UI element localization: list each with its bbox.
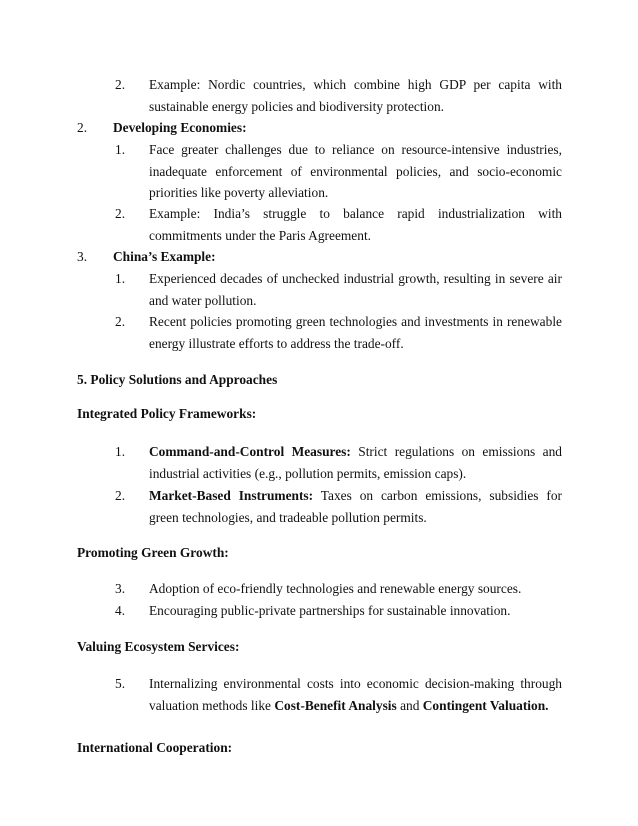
item-number: 3. xyxy=(77,249,88,264)
item-text xyxy=(149,441,562,484)
item-text: Example: Nordic countries, which combine high GDP per capita with sustainable energy policies and biodiversity protection. xyxy=(149,77,562,114)
item-description: Strict regulations on emissions and industrial activities (e.g., pollution permits, emission caps). xyxy=(149,444,562,481)
item-term: Cost-Benefit Analysis xyxy=(274,697,397,713)
item-number: 2. xyxy=(115,77,126,92)
item-text: Experienced decades of unchecked industrial growth, resulting in severe air and water pollution. xyxy=(149,271,562,308)
item-number: 4. xyxy=(115,603,126,618)
item-number: 2. xyxy=(115,488,126,503)
item-text: Adoption of eco-friendly technologies and renewable energy sources. xyxy=(149,581,522,596)
item-text xyxy=(149,485,562,528)
item-number: 2. xyxy=(115,206,126,221)
item-description: Taxes on carbon emissions, subsidies for green technologies, and tradeable pollution permits. xyxy=(149,488,562,525)
item-number: 1. xyxy=(115,271,126,286)
item-description: Internalizing environmental costs into economic decision-making through valuation methods like xyxy=(149,676,562,713)
item-term: Command-and-Control Measures: xyxy=(149,444,351,459)
subsection-heading: Integrated Policy Frameworks: xyxy=(77,406,257,421)
item-heading: Developing Economies: xyxy=(113,120,247,135)
item-number: 1. xyxy=(115,142,126,157)
item-number: 5. xyxy=(115,676,126,691)
item-text: Face greater challenges due to reliance on resource-intensive industries, inadequate enforcement of environmental policies, and socio-economic priorities like poverty alleviation. xyxy=(149,142,562,201)
item-number: 2. xyxy=(77,120,88,135)
item-term: Market-Based Instruments: xyxy=(149,488,314,503)
item-heading: China’s Example: xyxy=(113,249,216,264)
subsection-heading: International Cooperation: xyxy=(77,740,233,755)
item-text: Recent policies promoting green technologies and investments in renewable energy illustrate efforts to address the trade-off. xyxy=(149,314,562,351)
subsection-heading: Promoting Green Growth: xyxy=(77,545,229,560)
item-number: 2. xyxy=(115,314,126,329)
subsection-heading: Valuing Ecosystem Services: xyxy=(77,639,240,654)
item-term: Contingent Valuation. xyxy=(422,697,549,713)
item-number: 1. xyxy=(115,444,126,459)
item-text: Example: India’s struggle to balance rapid industrialization with commitments under the Paris Agreement. xyxy=(149,206,562,243)
item-number: 3. xyxy=(115,581,126,596)
item-text: Encouraging public-private partnerships for sustainable innovation. xyxy=(149,603,511,618)
item-connector: and xyxy=(396,697,423,713)
section-heading: 5. Policy Solutions and Approaches xyxy=(77,372,278,387)
item-text xyxy=(149,673,562,716)
